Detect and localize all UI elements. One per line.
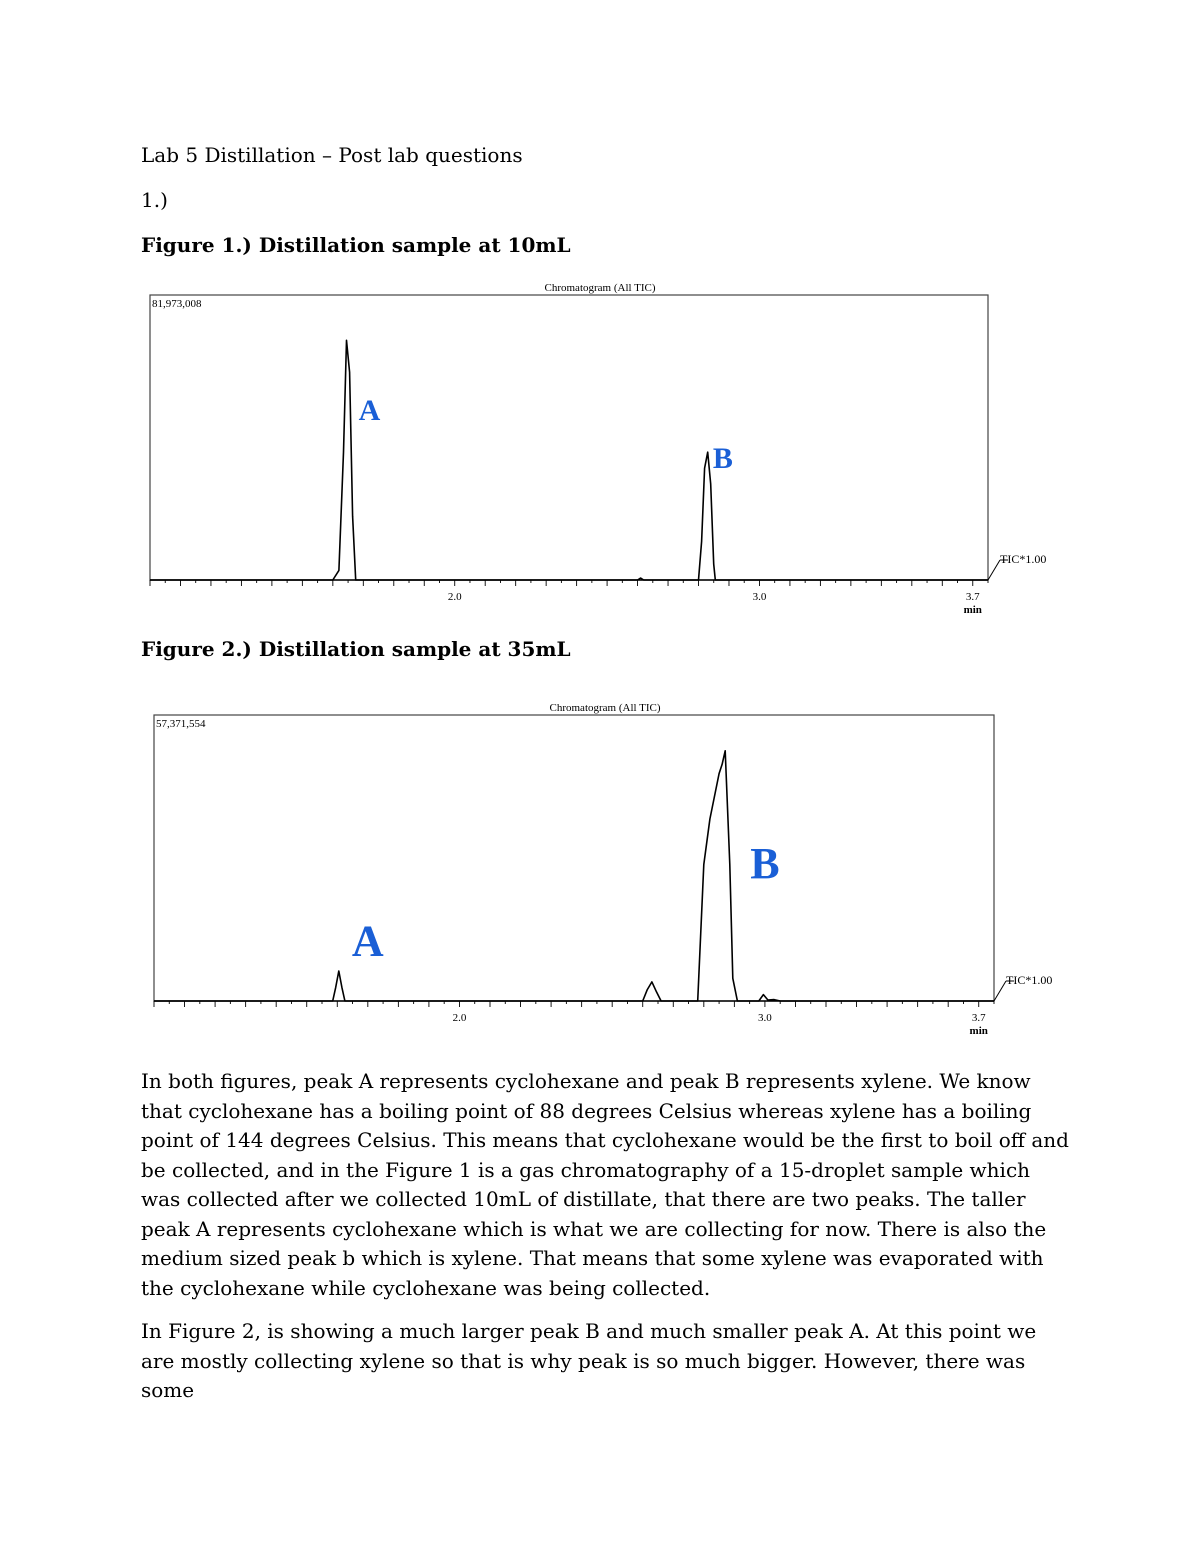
x-tick-label: 3.7	[965, 591, 980, 603]
x-axis-label: min	[963, 604, 982, 616]
chromatogram-trace	[150, 340, 988, 580]
peak-annotation-a: A	[358, 394, 381, 428]
figure-1-caption: Figure 1.) Distillation sample at 10mL	[141, 233, 571, 257]
trace-label-leader	[994, 981, 1006, 1001]
peak-annotation-b: B	[750, 839, 780, 889]
plot-frame	[150, 295, 988, 580]
peak-annotation-b: B	[712, 442, 733, 476]
x-tick-label: 2.0	[447, 591, 462, 603]
figure-2-caption: Figure 2.) Distillation sample at 35mL	[141, 637, 571, 661]
chromatogram-figure-2	[0, 698, 1200, 1058]
max-intensity-label: 57,371,554	[156, 718, 206, 730]
x-tick-label: 3.0	[752, 591, 767, 603]
peak-annotation-a: A	[351, 916, 384, 966]
chromatogram-trace	[154, 751, 994, 1001]
paragraph-explanation-2: In Figure 2, is showing a much larger peak B and much smaller peak A. At this point we are mostly collecting xylene so that is why peak is so much bigger. However, there was some	[141, 1319, 1037, 1402]
chart-title: Chromatogram (All TIC)	[549, 702, 661, 714]
max-intensity-label: 81,973,008	[152, 298, 202, 310]
x-tick-label: 3.0	[758, 1012, 772, 1024]
question-number: 1.)	[141, 188, 168, 212]
paragraph-explanation-1: In both figures, peak A represents cyclohexane and peak B represents xylene. We know that cyclohexane has a boiling point of 88 degrees Celsius whereas xylene has a boiling point of 144 degrees Celsius. This means that cyclohexane would be the first to boil off and be collected, and in the Figure 1 is a gas chromatography of a 15-droplet sample which was collected after we collected 10mL of distillate, that there are two peaks. The taller peak A represents cyclohexane which is what we are collecting for now. There is also the medium sized peak b which is xylene. That means that some xylene was evaporated with the cyclohexane while cyclohexane was being collected.	[141, 1069, 1069, 1300]
trace-label: TIC*1.00	[1000, 552, 1047, 566]
chromatogram-figure-1	[0, 278, 1200, 638]
page-title: Lab 5 Distillation – Post lab questions	[141, 143, 523, 167]
chart-title: Chromatogram (All TIC)	[544, 282, 656, 294]
x-tick-label: 2.0	[452, 1012, 467, 1024]
x-tick-label: 3.7	[971, 1012, 986, 1024]
x-axis-label: min	[969, 1025, 988, 1037]
plot-frame	[154, 715, 994, 1001]
trace-label-leader	[988, 560, 1000, 580]
trace-label: TIC*1.00	[1006, 973, 1053, 987]
